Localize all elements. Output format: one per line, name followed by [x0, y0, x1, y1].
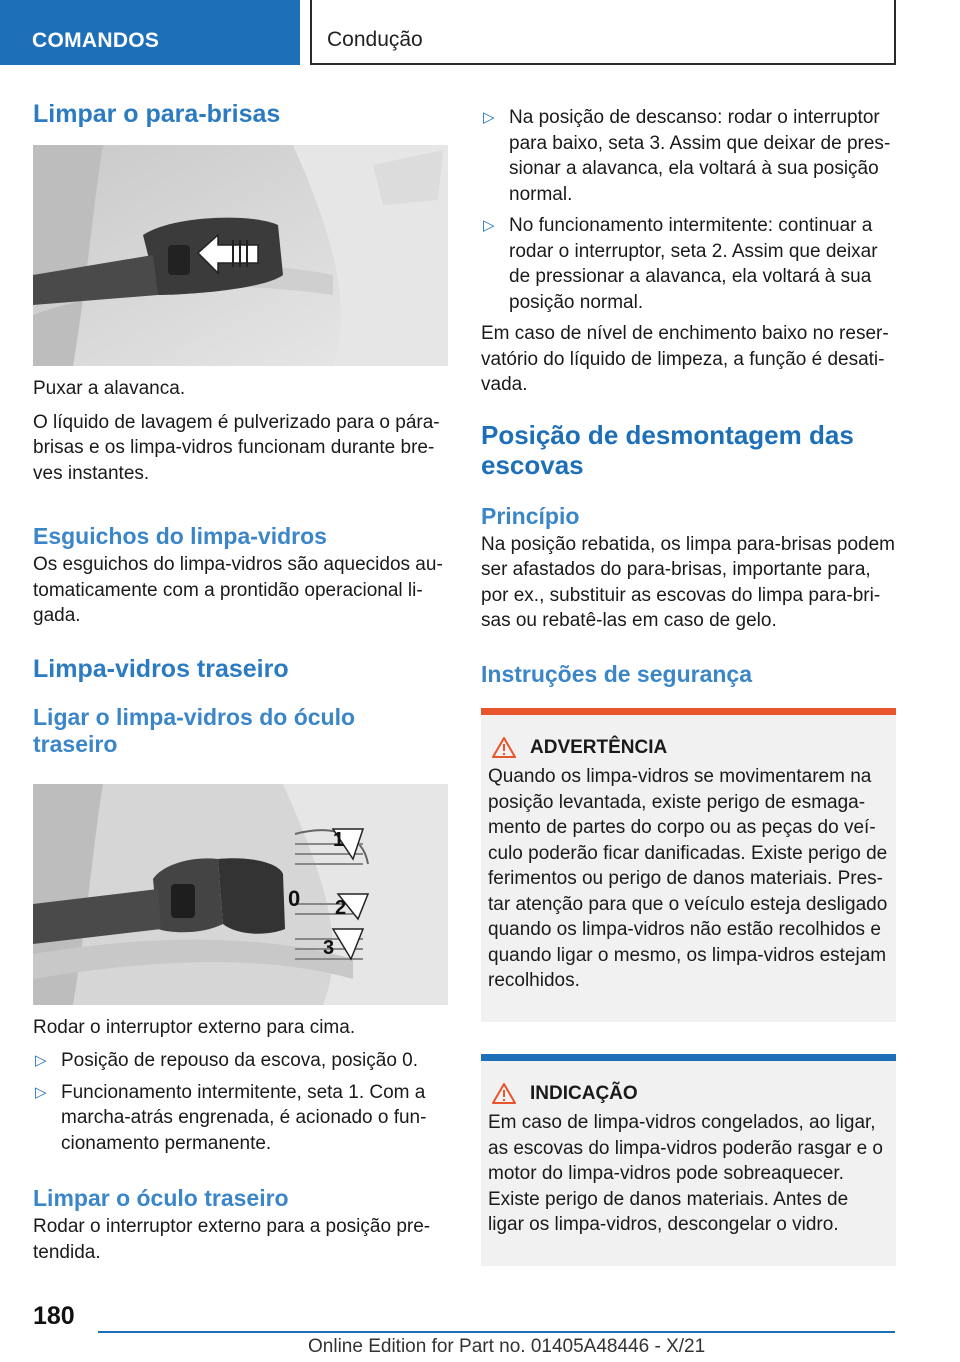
- triangle-bullet-icon: ▷: [35, 1052, 47, 1069]
- label-position-3: 3: [323, 936, 335, 959]
- triangle-bullet-icon: ▷: [35, 1083, 47, 1101]
- figure-windscreen-lever: [33, 145, 448, 366]
- note-box: [481, 1054, 896, 1266]
- label-position-0: 0: [288, 885, 301, 911]
- heading-rear-wiper: Limpa-vidros traseiro: [33, 654, 289, 683]
- warning-box: [481, 708, 896, 1022]
- text-fluid-level: Em caso de nível de enchimento baixo no reservatório do líquido de limpeza, a função é desativada.: [481, 323, 889, 395]
- list-item: ▷ Funcionamento intermitente, seta 1. Com a marcha-atrás engrenada, é acionado o funcionamento permanente.: [35, 1081, 427, 1154]
- warning-triangle-icon: [492, 737, 516, 758]
- section-tab: [0, 0, 300, 65]
- note-text: Em caso de limpa-vidros congelados, ao ligar, as escovas do limpa-vidros poderão rasgar e o motor do limpa-vidros pode sobreaquecer. Existe perigo de danos materiais. Antes de ligar os limpa-vidros, descongelar o vidro.: [488, 1112, 883, 1235]
- list-item: ▷ Na posição de descanso: rodar o interruptor para baixo, seta 3. Assim que deixar de pressionar a alavanca, ela voltará à sua posição normal.: [483, 107, 891, 205]
- footer-divider: [98, 1331, 895, 1333]
- triangle-bullet-icon: ▷: [483, 109, 495, 126]
- warning-title: ADVERTÊNCIA: [488, 735, 888, 761]
- triangle-bullet-icon: ▷: [483, 217, 495, 234]
- text-washer-fluid: O líquido de lavagem é pulverizado para o pára-brisas e os limpa-vidros funcionam durante breves instantes.: [33, 411, 440, 484]
- left-column: [33, 100, 448, 1265]
- text-pull-lever: Puxar a alavanca.: [33, 378, 186, 399]
- text-clean-rear-window: Rodar o interruptor externo para a posição pretendida.: [33, 1216, 431, 1263]
- heading-clean-windscreen: Limpar o para-brisas: [33, 100, 281, 128]
- chapter-header: [310, 0, 896, 65]
- label-position-2: 2: [335, 896, 347, 919]
- section-label: COMANDOS: [32, 29, 160, 52]
- text-rotate-switch: Rodar o interruptor externo para cima.: [33, 1016, 356, 1038]
- figure-rear-wiper-switch: [33, 784, 448, 1005]
- heading-nozzles: Esguichos do limpa-vidros: [33, 523, 327, 549]
- heading-clean-rear-window: Limpar o óculo traseiro: [33, 1185, 289, 1211]
- rear-wiper-list: [33, 1048, 448, 1156]
- warning-text: Quando os limpa-vidros se movimentarem na posição levantada, existe perigo de esmagamento de partes do corpo ou as peças do veículo poderão ficar danificadas. Existe perigo de ferimentos ou perigo de danos materiais. Prestar atenção para que o veículo esteja desligado quando os limpa-vidros não estão recolhidos e quando ligar o mesmo, os limpa-vidros estejam recolhidos.: [488, 766, 888, 991]
- note-title: INDICAÇÃO: [488, 1081, 888, 1107]
- heading-principle: Princípio: [481, 502, 580, 529]
- heading-rear-wiper-on: Ligar o limpa-vidros do óculo traseiro: [33, 703, 356, 757]
- heading-safety: Instruções de segurança: [481, 660, 752, 687]
- warning-triangle-icon: [492, 1083, 516, 1104]
- chapter-label: Condução: [327, 28, 423, 51]
- heading-dismount-position: Posição de desmontagem das escovas: [481, 419, 854, 480]
- lever-pull-illustration: [33, 145, 448, 366]
- text-nozzles: Os esguichos do limpa-vidros são aquecidos automaticamente com a prontidão operacional ligada.: [33, 554, 443, 626]
- rear-switch-illustration: [33, 784, 448, 1005]
- label-position-1: 1: [333, 828, 345, 851]
- list-item: ▷ No funcionamento intermitente: continuar a rodar o interruptor, seta 2. Assim que deixar de pressionar a alavanca, ela voltará à sua posição normal.: [483, 215, 878, 313]
- list-item: ▷ Posição de repouso da escova, posição 0.: [33, 1048, 448, 1074]
- wiper-positions-list: [481, 105, 896, 315]
- text-principle: Na posição rebatida, os limpa para-brisas podem ser afastados do para-brisas, importante para, por ex., substituir as escovas do limpa para-brisas ou rebatê-las em caso de gelo.: [481, 533, 895, 631]
- edition-text: Online Edition for Part no. 01405A48446 - X/21: [308, 1336, 706, 1357]
- page-number: 180: [33, 1302, 75, 1330]
- right-column: [481, 100, 896, 1266]
